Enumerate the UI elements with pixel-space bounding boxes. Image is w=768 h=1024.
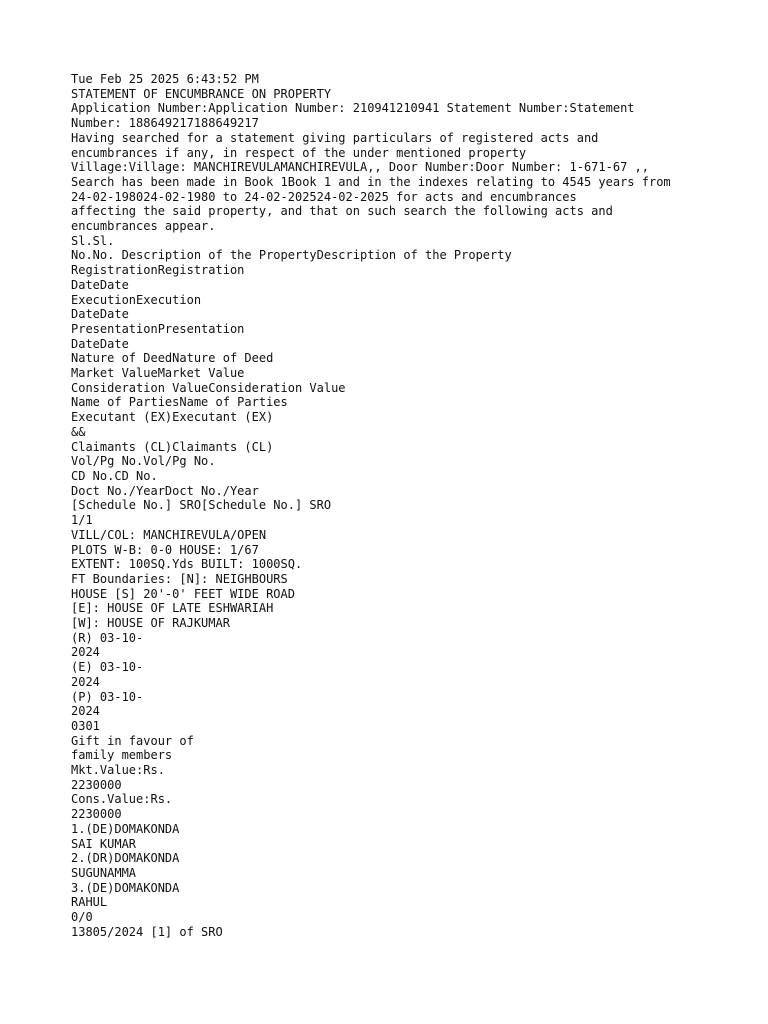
consideration-value: 2230000 [71, 807, 122, 822]
presentation-date: (P) 03-10- [71, 689, 144, 704]
party-name: SUGUNAMMA [71, 865, 137, 880]
execution-date: (E) 03-10- [71, 660, 144, 675]
column-header: Consideration ValueConsideration Value [71, 380, 346, 395]
search-text-line: 24-02-198024-02-1980 to 24-02-202524-02-2025 for acts and encumbrances [71, 189, 577, 204]
registration-date: (R) 03-10- [71, 630, 144, 645]
column-header: Claimants (CL)Claimants (CL) [71, 439, 274, 454]
column-header: [Schedule No.] SRO[Schedule No.] SRO [71, 498, 332, 513]
intro-text-line: Having searched for a statement giving particulars of registered acts and [71, 130, 599, 145]
column-header: Sl.Sl. [71, 233, 115, 248]
column-header: RegistrationRegistration [71, 263, 245, 278]
property-description: HOUSE [S] 20'-0' FEET WIDE ROAD [71, 586, 295, 601]
party-name: RAHUL [71, 895, 108, 910]
party-name: 1.(DE)DOMAKONDA [71, 821, 180, 836]
search-text-line: encumbrances appear. [71, 219, 216, 234]
column-header: DateDate [71, 277, 129, 292]
column-header: DateDate [71, 336, 129, 351]
property-description: FT Boundaries: [N]: NEIGHBOURS [71, 571, 288, 586]
column-header: Vol/Pg No.Vol/Pg No. [71, 454, 216, 469]
statement-number-line: Number: 188649217188649217 [71, 116, 259, 131]
serial-number: 1/1 [71, 513, 93, 528]
timestamp: Tue Feb 25 2025 6:43:52 PM [71, 72, 259, 86]
property-description: PLOTS W-B: 0-0 HOUSE: 1/67 [71, 542, 259, 557]
party-name: SAI KUMAR [71, 836, 137, 851]
column-header: CD No.CD No. [71, 468, 158, 483]
column-header: No.No. Description of the PropertyDescription of the Property [71, 248, 512, 263]
column-header: Name of PartiesName of Parties [71, 395, 288, 410]
registration-date: 2024 [71, 645, 100, 660]
column-header: Executant (EX)Executant (EX) [71, 410, 274, 425]
column-header: Market ValueMarket Value [71, 366, 245, 381]
search-text-line: affecting the said property, and that on such search the following acts and [71, 204, 613, 219]
property-description: [W]: HOUSE OF RAJKUMAR [71, 616, 230, 631]
property-description: EXTENT: 100SQ.Yds BUILT: 1000SQ. [71, 557, 303, 572]
village-door-line: Village:Village: MANCHIREVULAMANCHIREVULA,, Door Number:Door Number: 1-671-67 ,, [71, 160, 649, 175]
column-header: Nature of DeedNature of Deed [71, 351, 274, 366]
execution-date: 2024 [71, 674, 100, 689]
document-title: STATEMENT OF ENCUMBRANCE ON PROPERTY [71, 86, 332, 101]
presentation-date: 2024 [71, 704, 100, 719]
column-header: Doct No./YearDoct No./Year [71, 483, 259, 498]
consideration-value-label: Cons.Value:Rs. [71, 792, 173, 807]
intro-text-line: encumbrances if any, in respect of the under mentioned property [71, 145, 527, 160]
nature-of-deed: family members [71, 748, 173, 763]
deed-code: 0301 [71, 718, 100, 733]
document-body [71, 72, 731, 939]
application-number-line: Application Number:Application Number: 210941210941 Statement Number:Statement [71, 101, 635, 116]
column-header: PresentationPresentation [71, 321, 245, 336]
property-description: VILL/COL: MANCHIREVULA/OPEN [71, 527, 267, 542]
search-text-line: Search has been made in Book 1Book 1 and in the indexes relating to 4545 years from [71, 174, 671, 189]
property-description: [E]: HOUSE OF LATE ESHWARIAH [71, 601, 274, 616]
party-name: 3.(DE)DOMAKONDA [71, 880, 180, 895]
column-header: DateDate [71, 307, 129, 322]
nature-of-deed: Gift in favour of [71, 733, 194, 748]
document-number-year: 13805/2024 [1] of SRO [71, 924, 223, 939]
market-value-label: Mkt.Value:Rs. [71, 763, 165, 778]
column-header: && [71, 424, 86, 439]
market-value: 2230000 [71, 777, 122, 792]
vol-pg-number: 0/0 [71, 910, 93, 925]
party-name: 2.(DR)DOMAKONDA [71, 851, 180, 866]
column-header: ExecutionExecution [71, 292, 202, 307]
